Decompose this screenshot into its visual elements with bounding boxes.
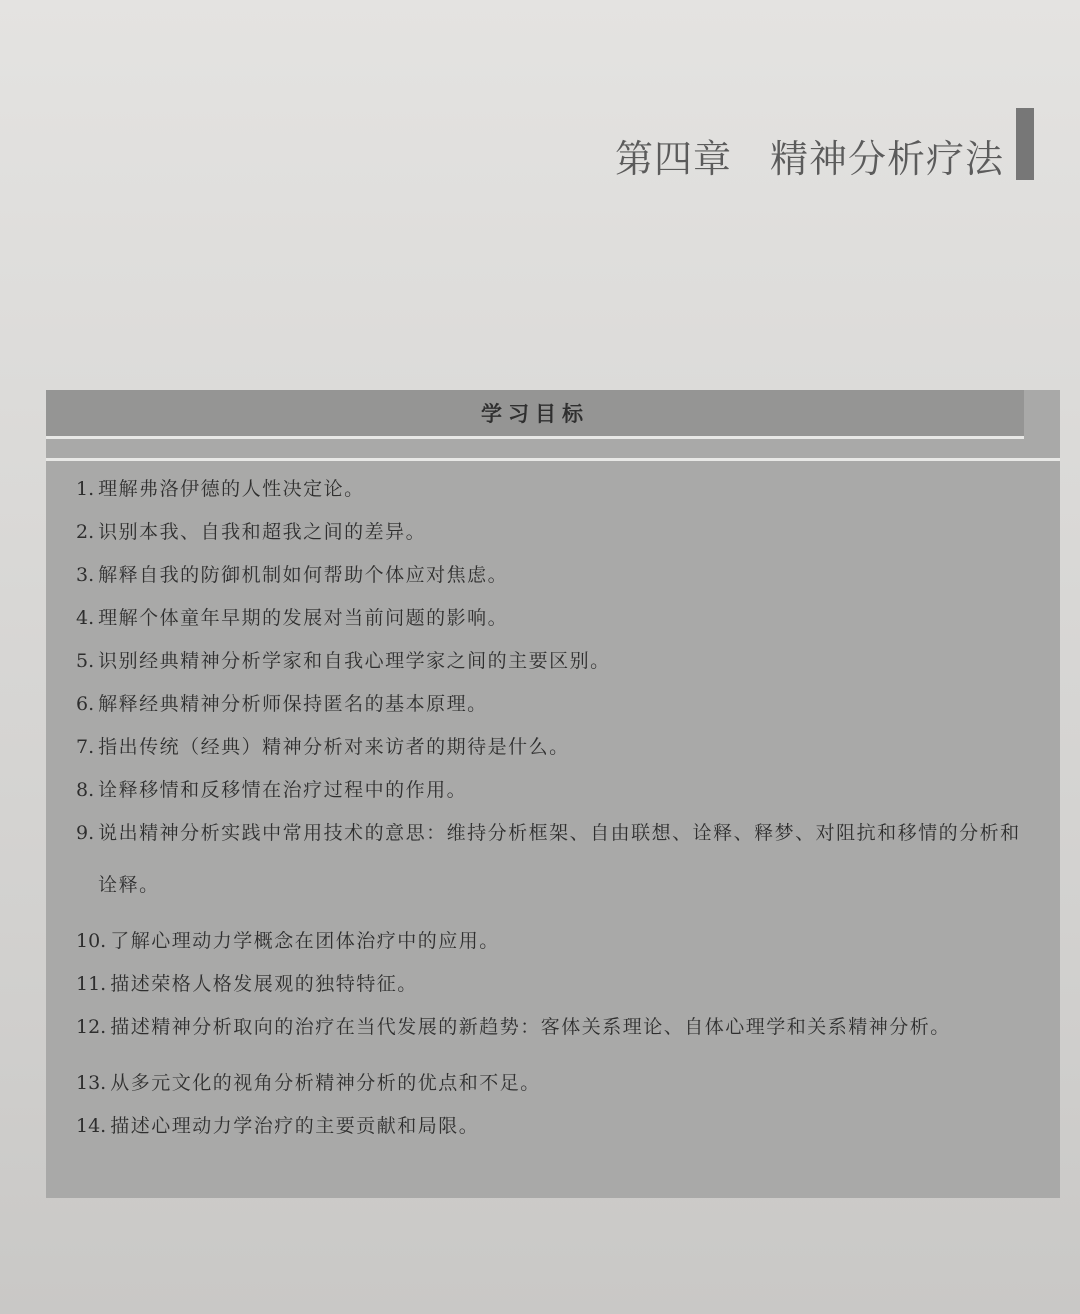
- objective-text: 解释自我的防御机制如何帮助个体应对焦虑。: [98, 564, 509, 586]
- objective-text: 描述精神分析取向的治疗在当代发展的新趋势：客体关系理论、自体心理学和关系精神分析。: [110, 1016, 951, 1038]
- objective-text: 说出精神分析实践中常用技术的意思：维持分析框架、自由联想、诠释、释梦、对阻抗和移情的分析和诠释。: [98, 822, 1021, 896]
- objective-number: 9.: [76, 822, 95, 844]
- objective-number: 1.: [76, 478, 95, 500]
- objective-item: [76, 777, 1030, 803]
- objective-item: [76, 734, 1030, 760]
- objective-text: 理解弗洛伊德的人性决定论。: [98, 478, 365, 500]
- objective-text: 解释经典精神分析师保持匿名的基本原理。: [98, 693, 488, 715]
- objectives-list: [76, 476, 1030, 1156]
- objective-number: 8.: [76, 779, 95, 801]
- chapter-number: 第四章: [614, 137, 732, 181]
- objective-number: 4.: [76, 607, 95, 629]
- header-divider: [46, 458, 1060, 461]
- objective-number: 6.: [76, 693, 95, 715]
- objective-text: 从多元文化的视角分析精神分析的优点和不足。: [110, 1072, 541, 1094]
- objective-number: 5.: [76, 650, 95, 672]
- objective-item: [76, 971, 1030, 997]
- learning-objectives-header: [46, 390, 1024, 439]
- objective-text: 诠释移情和反移情在治疗过程中的作用。: [98, 779, 468, 801]
- objective-item: [76, 519, 1030, 545]
- objective-item: [76, 476, 1030, 502]
- objective-item: [76, 562, 1030, 588]
- objective-number: 2.: [76, 521, 95, 543]
- objective-text: 描述荣格人格发展观的独特特征。: [110, 973, 418, 995]
- chapter-heading: [615, 128, 1004, 183]
- objective-number: 3.: [76, 564, 95, 586]
- objective-item: [76, 648, 1030, 674]
- objective-number: 11.: [76, 973, 107, 995]
- objective-item: [76, 1070, 1030, 1096]
- objective-item: [76, 928, 1030, 954]
- objective-text: 理解个体童年早期的发展对当前问题的影响。: [98, 607, 509, 629]
- objective-text: 描述心理动力学治疗的主要贡献和局限。: [110, 1115, 480, 1137]
- learning-objectives-title: 学习目标: [481, 401, 589, 426]
- objective-number: 14.: [76, 1115, 107, 1137]
- objective-number: 10.: [76, 930, 107, 952]
- objective-text: 识别本我、自我和超我之间的差异。: [98, 521, 427, 543]
- objective-item: [76, 1014, 1030, 1053]
- objective-item: [76, 691, 1030, 717]
- objective-item: [76, 820, 1030, 911]
- objective-text: 指出传统（经典）精神分析对来访者的期待是什么。: [98, 736, 570, 758]
- chapter-title: 精神分析疗法: [769, 137, 1004, 181]
- learning-objectives-box: [46, 390, 1060, 1198]
- objective-text: 识别经典精神分析学家和自我心理学家之间的主要区别。: [98, 650, 611, 672]
- objective-item: [76, 605, 1030, 631]
- objective-number: 12.: [76, 1016, 107, 1038]
- objective-number: 13.: [76, 1072, 107, 1094]
- objective-item: [76, 1113, 1030, 1139]
- chapter-title-bar: [1016, 108, 1034, 180]
- objective-text: 了解心理动力学概念在团体治疗中的应用。: [110, 930, 500, 952]
- objective-number: 7.: [76, 736, 95, 758]
